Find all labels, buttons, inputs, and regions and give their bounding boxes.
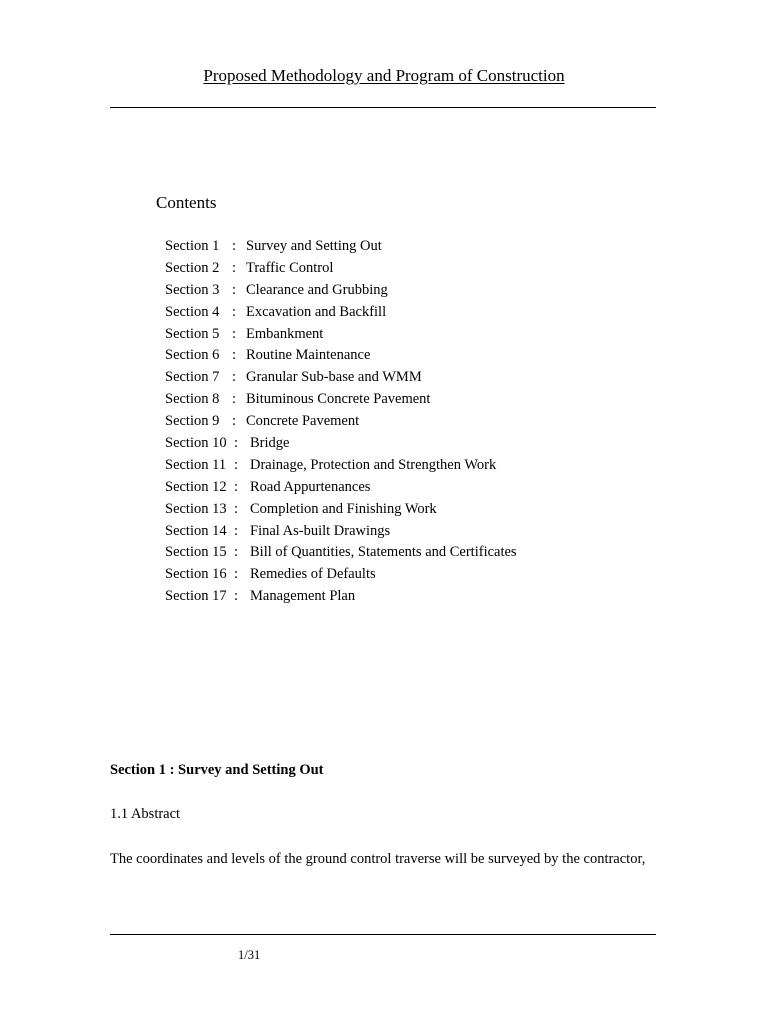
toc-separator: : bbox=[234, 435, 239, 452]
toc-section-title: Bill of Quantities, Statements and Certificates bbox=[250, 544, 517, 561]
toc-section-title: Bridge bbox=[250, 435, 290, 452]
toc-section-number: Section 16 bbox=[165, 566, 227, 583]
toc-separator: : bbox=[234, 456, 239, 473]
toc-separator: : bbox=[232, 259, 237, 276]
document-title: Proposed Methodology and Program of Construction bbox=[203, 66, 565, 85]
toc-item bbox=[165, 280, 517, 302]
toc-section-number: Section 1 bbox=[165, 238, 220, 254]
toc-item bbox=[165, 389, 517, 411]
toc-section-number: Section 5 bbox=[165, 325, 220, 342]
toc-section-title: Completion and Finishing Work bbox=[250, 500, 437, 517]
toc-section-number: Section 9 bbox=[165, 413, 220, 430]
toc-item bbox=[165, 345, 517, 367]
toc-item bbox=[165, 236, 517, 258]
toc-item bbox=[165, 367, 517, 389]
toc-separator: : bbox=[232, 325, 237, 342]
toc-section-title: Excavation and Backfill bbox=[246, 303, 387, 320]
toc-item bbox=[165, 542, 517, 564]
toc-separator: : bbox=[232, 413, 237, 430]
toc-section-number: Section 4 bbox=[165, 303, 220, 320]
toc-item bbox=[165, 258, 517, 280]
toc-section-number: Section 11 bbox=[165, 456, 227, 473]
toc-separator: : bbox=[234, 522, 239, 539]
toc-separator: : bbox=[232, 347, 237, 364]
footer-divider bbox=[110, 934, 656, 935]
toc-section-number: Section 6 bbox=[165, 347, 220, 364]
toc-section-title: Final As-built Drawings bbox=[250, 522, 391, 539]
toc-section-title: Survey and Setting Out bbox=[246, 238, 382, 254]
toc-section-title: Routine Maintenance bbox=[246, 347, 371, 364]
toc-item bbox=[165, 521, 517, 543]
table-of-contents bbox=[165, 236, 517, 608]
toc-item bbox=[165, 302, 517, 324]
toc-section-number: Section 2 bbox=[165, 259, 220, 276]
toc-separator: : bbox=[232, 391, 237, 408]
toc-separator: : bbox=[232, 303, 237, 320]
toc-item bbox=[165, 586, 517, 608]
header-divider bbox=[110, 107, 656, 108]
toc-section-number: Section 17 bbox=[165, 588, 227, 605]
toc-section-title: Management Plan bbox=[250, 588, 356, 605]
toc-separator: : bbox=[234, 588, 239, 605]
toc-section-number: Section 10 bbox=[165, 435, 227, 452]
toc-section-title: Drainage, Protection and Strengthen Work bbox=[250, 456, 497, 473]
toc-item bbox=[165, 324, 517, 346]
toc-separator: : bbox=[234, 566, 239, 583]
body-paragraph: The coordinates and levels of the ground control traverse will be surveyed by the contractor, bbox=[110, 851, 646, 867]
toc-section-number: Section 3 bbox=[165, 281, 220, 298]
toc-separator: : bbox=[234, 544, 239, 561]
toc-section-title: Bituminous Concrete Pavement bbox=[246, 391, 431, 408]
toc-section-title: Concrete Pavement bbox=[246, 413, 360, 430]
toc-separator: : bbox=[232, 369, 237, 386]
toc-section-number: Section 15 bbox=[165, 544, 227, 561]
toc-item bbox=[165, 411, 517, 433]
toc-section-title: Granular Sub-base and WMM bbox=[246, 369, 422, 386]
page-number: 1/31 bbox=[238, 948, 261, 962]
subsection-heading: 1.1 Abstract bbox=[110, 806, 181, 822]
toc-separator: : bbox=[232, 281, 237, 298]
toc-section-number: Section 8 bbox=[165, 391, 220, 408]
section-heading: Section 1 : Survey and Setting Out bbox=[110, 762, 324, 778]
toc-section-number: Section 12 bbox=[165, 478, 227, 495]
toc-section-title: Embankment bbox=[246, 325, 324, 342]
toc-item bbox=[165, 455, 517, 477]
toc-separator: : bbox=[234, 500, 239, 517]
toc-section-number: Section 14 bbox=[165, 522, 227, 539]
toc-separator: : bbox=[234, 478, 239, 495]
toc-section-title: Remedies of Defaults bbox=[250, 566, 376, 583]
toc-separator: : bbox=[232, 238, 237, 254]
toc-section-title: Road Appurtenances bbox=[250, 478, 371, 495]
toc-section-number: Section 7 bbox=[165, 369, 220, 386]
toc-section-title: Traffic Control bbox=[246, 259, 334, 276]
contents-heading: Contents bbox=[156, 193, 217, 212]
toc-item bbox=[165, 477, 517, 499]
toc-item bbox=[165, 564, 517, 586]
toc-item bbox=[165, 433, 517, 455]
toc-section-number: Section 13 bbox=[165, 500, 227, 517]
toc-section-title: Clearance and Grubbing bbox=[246, 281, 388, 298]
toc-item bbox=[165, 499, 517, 521]
